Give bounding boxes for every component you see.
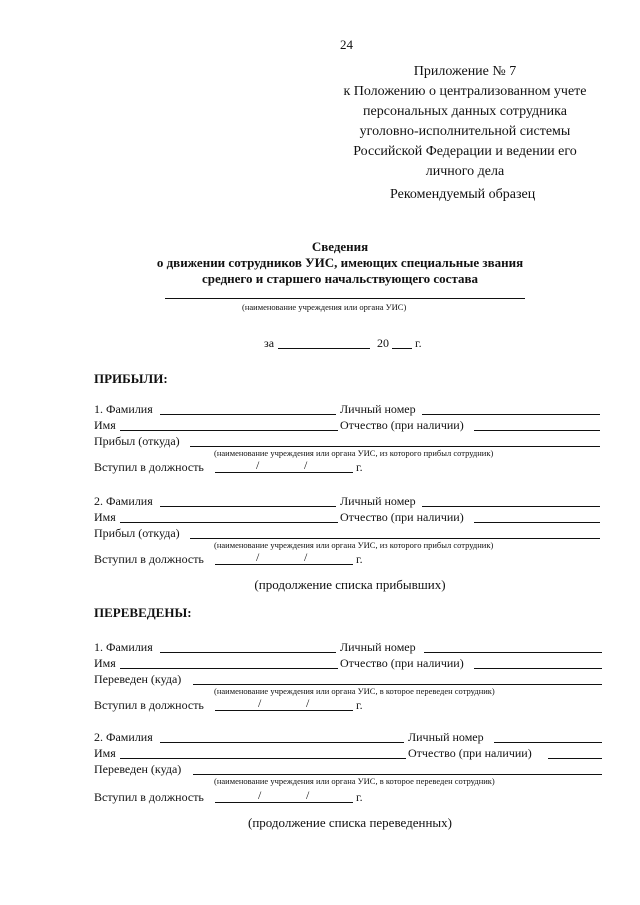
appendix-line: Российской Федерации и ведении его (353, 144, 577, 159)
name-label: Имя (94, 510, 116, 524)
transferred-heading: ПЕРЕВЕДЕНЫ: (94, 605, 192, 620)
appendix-line: персональных данных сотрудника (363, 104, 567, 119)
surname-label: 1. Фамилия (94, 640, 153, 654)
appendix-line: уголовно-исполнительной системы (359, 124, 571, 139)
name-label: Имя (94, 418, 116, 432)
appendix-line: личного дела (425, 164, 505, 179)
personal-number-field-line[interactable] (424, 652, 602, 653)
date-separator: / (256, 458, 260, 472)
origin-field-line[interactable] (190, 446, 600, 447)
doc-title-line: среднего и старшего начальствующего состава (201, 271, 479, 286)
institution-caption: (наименование учреждения или органа УИС) (242, 302, 407, 312)
personal-number-label: Личный номер (408, 730, 484, 744)
sample-note: Рекомендуемый образец (390, 187, 536, 202)
date-suffix: г. (356, 460, 363, 474)
position-date-field-line[interactable] (215, 802, 353, 803)
arrived-heading: ПРИБЫЛИ: (94, 371, 168, 386)
name-field-line[interactable] (120, 522, 338, 523)
patronymic-label: Отчество (при наличии) (340, 656, 464, 670)
patronymic-label: Отчество (при наличии) (408, 746, 532, 760)
position-label: Вступил в должность (94, 460, 204, 474)
destination-caption: (наименование учреждения или органа УИС, в которое переведен сотрудник) (214, 776, 495, 786)
period-field-line[interactable] (278, 348, 370, 349)
appendix-title: Приложение № 7 (413, 64, 517, 79)
origin-field-line[interactable] (190, 538, 600, 539)
personal-number-field-line[interactable] (422, 414, 600, 415)
date-separator: / (304, 550, 308, 564)
destination-label: Переведен (куда) (94, 762, 182, 776)
position-date-field-line[interactable] (215, 710, 353, 711)
destination-label: Переведен (куда) (94, 672, 182, 686)
position-date-field-line[interactable] (215, 564, 353, 565)
position-label: Вступил в должность (94, 698, 204, 712)
doc-title: Сведения (311, 239, 369, 254)
origin-caption: (наименование учреждения или органа УИС, из которого прибыл сотрудник) (214, 540, 494, 550)
surname-label: 2. Фамилия (94, 494, 153, 508)
personal-number-field-line[interactable] (494, 742, 602, 743)
transferred-continuation: (продолжение списка переведенных) (248, 815, 452, 830)
date-separator: / (304, 458, 308, 472)
name-field-line[interactable] (120, 758, 406, 759)
patronymic-field-line[interactable] (548, 758, 602, 759)
date-suffix: г. (356, 698, 363, 712)
doc-title-line: о движении сотрудников УИС, имеющих специальные звания (156, 255, 524, 270)
patronymic-label: Отчество (при наличии) (340, 510, 464, 524)
origin-label: Прибыл (откуда) (94, 434, 180, 448)
destination-caption: (наименование учреждения или органа УИС, в которое переведен сотрудник) (214, 686, 495, 696)
date-separator: / (306, 696, 310, 710)
personal-number-label: Личный номер (340, 494, 416, 508)
destination-field-line[interactable] (193, 684, 602, 685)
date-suffix: г. (356, 552, 363, 566)
patronymic-field-line[interactable] (474, 668, 602, 669)
page-number: 24 (340, 37, 353, 52)
period-prefix: за (264, 336, 275, 350)
personal-number-label: Личный номер (340, 402, 416, 416)
personal-number-label: Личный номер (340, 640, 416, 654)
destination-field-line[interactable] (193, 774, 602, 775)
name-field-line[interactable] (120, 668, 338, 669)
surname-field-line[interactable] (160, 414, 336, 415)
patronymic-field-line[interactable] (474, 522, 600, 523)
position-date-field-line[interactable] (215, 472, 353, 473)
period-suffix: г. (415, 336, 422, 350)
arrived-continuation: (продолжение списка прибывших) (254, 577, 446, 592)
surname-field-line[interactable] (160, 742, 404, 743)
date-suffix: г. (356, 790, 363, 804)
patronymic-label: Отчество (при наличии) (340, 418, 464, 432)
name-label: Имя (94, 746, 116, 760)
surname-field-line[interactable] (160, 506, 336, 507)
date-separator: / (258, 788, 262, 802)
appendix-line: к Положению о централизованном учете (343, 84, 587, 99)
patronymic-field-line[interactable] (474, 430, 600, 431)
year-field-line[interactable] (392, 348, 412, 349)
position-label: Вступил в должность (94, 552, 204, 566)
origin-label: Прибыл (откуда) (94, 526, 180, 540)
period-year-prefix: 20 (377, 336, 389, 350)
institution-field-line[interactable] (165, 298, 525, 299)
surname-label: 1. Фамилия (94, 402, 153, 416)
date-separator: / (306, 788, 310, 802)
date-separator: / (256, 550, 260, 564)
date-separator: / (258, 696, 262, 710)
name-field-line[interactable] (120, 430, 338, 431)
origin-caption: (наименование учреждения или органа УИС, из которого прибыл сотрудник) (214, 448, 494, 458)
surname-field-line[interactable] (160, 652, 336, 653)
position-label: Вступил в должность (94, 790, 204, 804)
surname-label: 2. Фамилия (94, 730, 153, 744)
personal-number-field-line[interactable] (422, 506, 600, 507)
name-label: Имя (94, 656, 116, 670)
